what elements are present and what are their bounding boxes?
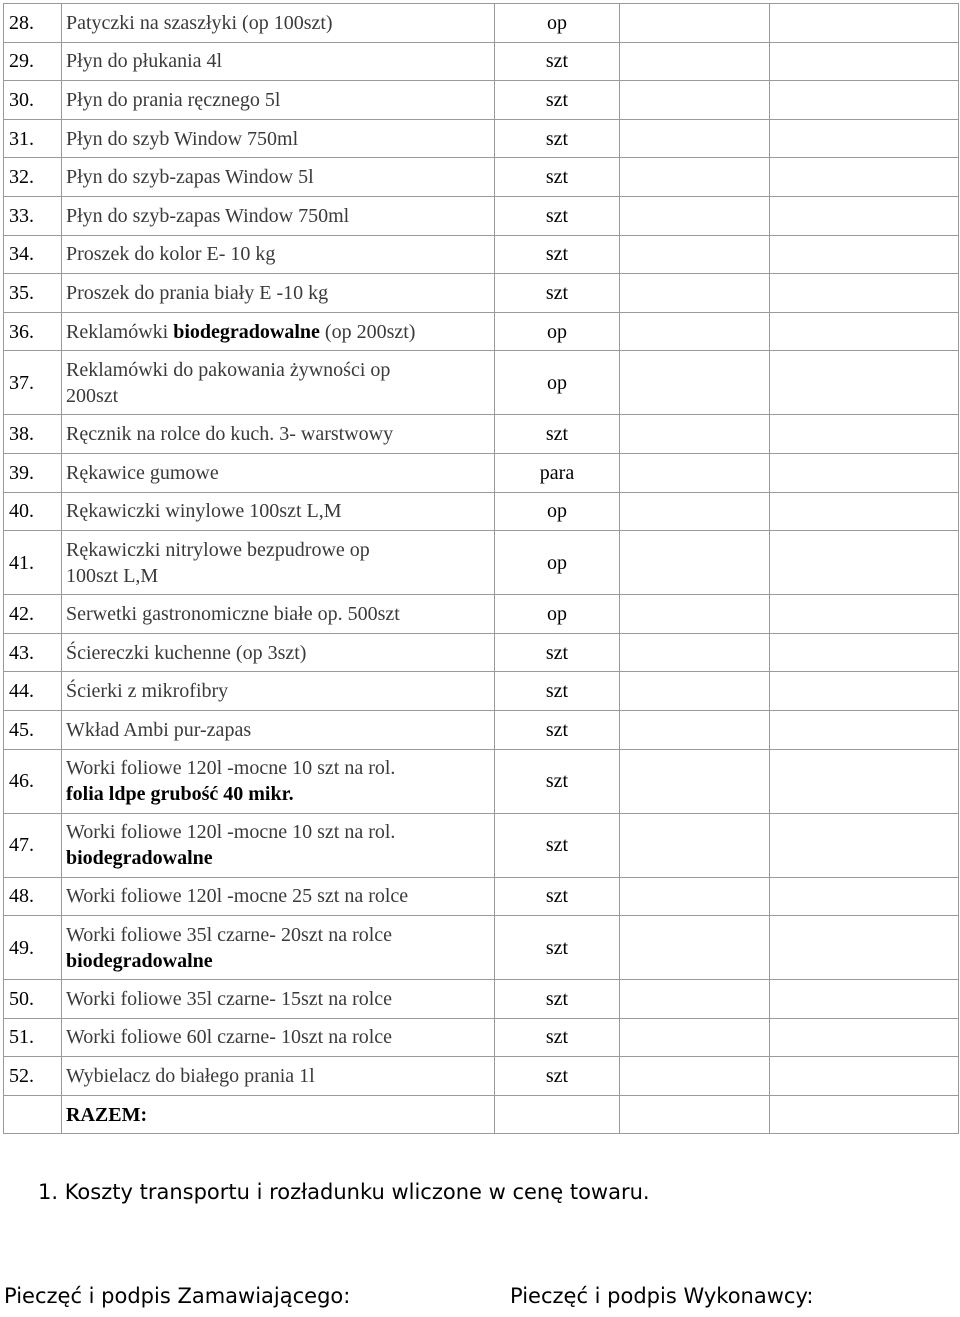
table-row: [4, 672, 959, 711]
item-name: [62, 415, 495, 454]
item-quantity-cell: [620, 877, 770, 916]
item-number: 29.: [4, 42, 62, 81]
item-number: 31.: [4, 119, 62, 158]
item-price-cell: [770, 595, 959, 634]
item-name: [62, 595, 495, 634]
item-name-line: 100szt L,M: [66, 564, 159, 587]
table-row: [4, 158, 959, 197]
table-row: [4, 274, 959, 313]
item-unit: szt: [495, 749, 620, 813]
item-quantity-cell: [620, 274, 770, 313]
item-unit: szt: [495, 633, 620, 672]
item-price-cell: [770, 42, 959, 81]
table-row: [4, 749, 959, 813]
item-unit: szt: [495, 81, 620, 120]
item-name: [62, 453, 495, 492]
signature-orderer: Pieczęć i podpis Zamawiającego:: [4, 1284, 351, 1308]
item-name-part: (op 200szt): [319, 320, 416, 343]
item-unit: op: [495, 351, 620, 415]
item-number: 36.: [4, 312, 62, 351]
table-row: [4, 531, 959, 595]
item-name: [62, 158, 495, 197]
item-number: 40.: [4, 492, 62, 531]
item-name-line: Worki foliowe 60l czarne- 10szt na rolce: [66, 1026, 393, 1049]
total-number-cell: [4, 1095, 62, 1134]
item-name: [62, 81, 495, 120]
item-unit: op: [495, 492, 620, 531]
item-quantity-cell: [620, 235, 770, 274]
item-name-line: Worki foliowe 35l czarne- 20szt na rolce: [66, 923, 393, 946]
item-name-bold: biodegradowalne: [66, 847, 213, 869]
item-name-line: Ścierki z mikrofibry: [66, 680, 229, 703]
item-name-line: Ściereczki kuchenne (op 3szt): [66, 641, 307, 664]
item-number: 33.: [4, 196, 62, 235]
item-quantity-cell: [620, 595, 770, 634]
item-price-cell: [770, 1057, 959, 1096]
item-quantity-cell: [620, 980, 770, 1019]
item-name-line: Wkład Ambi pur-zapas: [66, 718, 252, 741]
item-price-cell: [770, 710, 959, 749]
item-quantity-cell: [620, 749, 770, 813]
total-row: [4, 1095, 959, 1134]
item-unit: szt: [495, 916, 620, 980]
item-number: 32.: [4, 158, 62, 197]
item-unit: op: [495, 4, 620, 43]
item-quantity-cell: [620, 1018, 770, 1057]
item-number: 43.: [4, 633, 62, 672]
item-name-bold: biodegradowalne: [66, 949, 213, 972]
item-quantity-cell: [620, 158, 770, 197]
item-unit: szt: [495, 415, 620, 454]
item-name-line: Proszek do kolor E- 10 kg: [66, 243, 276, 266]
table-row: [4, 633, 959, 672]
table-row: [4, 235, 959, 274]
item-quantity-cell: [620, 1057, 770, 1096]
table-row: [4, 453, 959, 492]
item-unit: szt: [495, 196, 620, 235]
item-price-cell: [770, 415, 959, 454]
item-unit: szt: [495, 813, 620, 877]
table-row: [4, 42, 959, 81]
item-number: 52.: [4, 1057, 62, 1096]
item-quantity-cell: [620, 916, 770, 980]
table-body: [4, 4, 959, 1134]
item-name: [62, 119, 495, 158]
item-unit: szt: [495, 274, 620, 313]
item-price-cell: [770, 196, 959, 235]
item-name: [62, 1057, 495, 1096]
item-price-cell: [770, 81, 959, 120]
item-name: [62, 633, 495, 672]
item-name: [62, 813, 495, 877]
item-number: 49.: [4, 916, 62, 980]
item-price-cell: [770, 531, 959, 595]
item-name-line: Worki foliowe 120l -mocne 10 szt na rol.: [66, 821, 396, 843]
item-name: [62, 4, 495, 43]
item-number: 51.: [4, 1018, 62, 1057]
table-row: [4, 196, 959, 235]
item-name-line: Rękawiczki nitrylowe bezpudrowe op: [66, 538, 370, 561]
item-quantity-cell: [620, 492, 770, 531]
item-number: 37.: [4, 351, 62, 415]
item-price-cell: [770, 492, 959, 531]
item-name-line: Patyczki na szaszłyki (op 100szt): [66, 11, 333, 34]
item-name: [62, 235, 495, 274]
item-name-line: Płyn do prania ręcznego 5l: [66, 88, 281, 111]
item-quantity-cell: [620, 42, 770, 81]
item-unit: para: [495, 453, 620, 492]
total-quantity-cell: [620, 1095, 770, 1134]
item-name-line: Worki foliowe 35l czarne- 15szt na rolce: [66, 987, 393, 1010]
signature-contractor: Pieczęć i podpis Wykonawcy:: [510, 1284, 814, 1308]
item-name-line: Rękawice gumowe: [66, 461, 219, 484]
item-quantity-cell: [620, 81, 770, 120]
item-name: [62, 492, 495, 531]
table-row: [4, 813, 959, 877]
item-name-line: Płyn do szyb Window 750ml: [66, 127, 299, 150]
item-quantity-cell: [620, 351, 770, 415]
item-name: [62, 312, 495, 351]
item-price-cell: [770, 633, 959, 672]
item-number: 48.: [4, 877, 62, 916]
item-name-line: Proszek do prania biały E -10 kg: [66, 281, 329, 304]
item-price-cell: [770, 672, 959, 711]
table-row: [4, 312, 959, 351]
item-number: 50.: [4, 980, 62, 1019]
item-number: 42.: [4, 595, 62, 634]
order-table: [3, 3, 959, 1134]
table-row: [4, 492, 959, 531]
item-name-line: Worki foliowe 120l -mocne 25 szt na rolce: [66, 885, 409, 908]
item-price-cell: [770, 1018, 959, 1057]
item-price-cell: [770, 312, 959, 351]
item-number: 30.: [4, 81, 62, 120]
item-price-cell: [770, 158, 959, 197]
table-row: [4, 1018, 959, 1057]
item-price-cell: [770, 813, 959, 877]
item-unit: szt: [495, 119, 620, 158]
item-price-cell: [770, 4, 959, 43]
item-name-line: Serwetki gastronomiczne białe op. 500szt: [66, 602, 400, 625]
item-name-bold: folia ldpe grubość 40 mikr.: [66, 783, 294, 805]
item-quantity-cell: [620, 710, 770, 749]
item-name-line: 200szt: [66, 384, 119, 407]
item-number: 35.: [4, 274, 62, 313]
item-name: [62, 274, 495, 313]
item-price-cell: [770, 916, 959, 980]
item-name-line: Ręcznik na rolce do kuch. 3- warstwowy: [66, 423, 394, 446]
total-price-cell: [770, 1095, 959, 1134]
item-price-cell: [770, 980, 959, 1019]
item-quantity-cell: [620, 672, 770, 711]
item-unit: szt: [495, 877, 620, 916]
item-unit: szt: [495, 1057, 620, 1096]
item-name: [62, 710, 495, 749]
item-number: 41.: [4, 531, 62, 595]
item-unit: op: [495, 531, 620, 595]
item-unit: szt: [495, 235, 620, 274]
item-name-line: Worki foliowe 120l -mocne 10 szt na rol.: [66, 757, 396, 779]
item-price-cell: [770, 453, 959, 492]
table-row: [4, 980, 959, 1019]
item-price-cell: [770, 749, 959, 813]
total-unit-cell: [495, 1095, 620, 1134]
item-quantity-cell: [620, 531, 770, 595]
table-row: [4, 81, 959, 120]
table-row: [4, 877, 959, 916]
item-quantity-cell: [620, 453, 770, 492]
table-row: [4, 916, 959, 980]
table-row: [4, 710, 959, 749]
item-quantity-cell: [620, 119, 770, 158]
item-price-cell: [770, 274, 959, 313]
item-price-cell: [770, 877, 959, 916]
table-row: [4, 1057, 959, 1096]
item-unit: szt: [495, 1018, 620, 1057]
transport-note: 1. Koszty transportu i rozładunku wliczone w cenę towaru.: [38, 1180, 650, 1204]
item-price-cell: [770, 351, 959, 415]
item-name-part: Reklamówki: [66, 320, 174, 343]
item-name: [62, 916, 495, 980]
item-name-part: biodegradowalne: [173, 320, 320, 343]
item-name: [62, 531, 495, 595]
item-quantity-cell: [620, 4, 770, 43]
table-row: [4, 119, 959, 158]
item-name: [62, 877, 495, 916]
item-price-cell: [770, 119, 959, 158]
item-name: [62, 749, 495, 813]
item-name: [62, 672, 495, 711]
item-unit: szt: [495, 672, 620, 711]
item-name: [62, 1018, 495, 1057]
item-number: 46.: [4, 749, 62, 813]
item-unit: op: [495, 312, 620, 351]
item-name-line: Rękawiczki winylowe 100szt L,M: [66, 500, 342, 523]
item-number: 34.: [4, 235, 62, 274]
item-quantity-cell: [620, 312, 770, 351]
item-number: 38.: [4, 415, 62, 454]
item-name-line: Reklamówki do pakowania żywności op: [66, 358, 391, 381]
item-price-cell: [770, 235, 959, 274]
table-row: [4, 351, 959, 415]
item-number: 44.: [4, 672, 62, 711]
item-name: [62, 42, 495, 81]
item-name-line: Płyn do płukania 4l: [66, 50, 223, 73]
item-unit: szt: [495, 980, 620, 1019]
item-unit: szt: [495, 42, 620, 81]
item-number: 47.: [4, 813, 62, 877]
table-row: [4, 4, 959, 43]
item-quantity-cell: [620, 415, 770, 454]
item-number: 45.: [4, 710, 62, 749]
item-name: [62, 351, 495, 415]
item-name-line: Płyn do szyb-zapas Window 5l: [66, 166, 314, 189]
item-number: 39.: [4, 453, 62, 492]
item-name-line: Płyn do szyb-zapas Window 750ml: [66, 204, 350, 227]
item-name: [62, 980, 495, 1019]
item-number: 28.: [4, 4, 62, 43]
total-label: RAZEM:: [62, 1095, 495, 1134]
item-unit: szt: [495, 158, 620, 197]
item-quantity-cell: [620, 633, 770, 672]
item-quantity-cell: [620, 196, 770, 235]
item-unit: op: [495, 595, 620, 634]
item-quantity-cell: [620, 813, 770, 877]
table-row: [4, 415, 959, 454]
item-unit: szt: [495, 710, 620, 749]
table-row: [4, 595, 959, 634]
item-name: [62, 196, 495, 235]
item-name-line: Wybielacz do białego prania 1l: [66, 1065, 315, 1088]
